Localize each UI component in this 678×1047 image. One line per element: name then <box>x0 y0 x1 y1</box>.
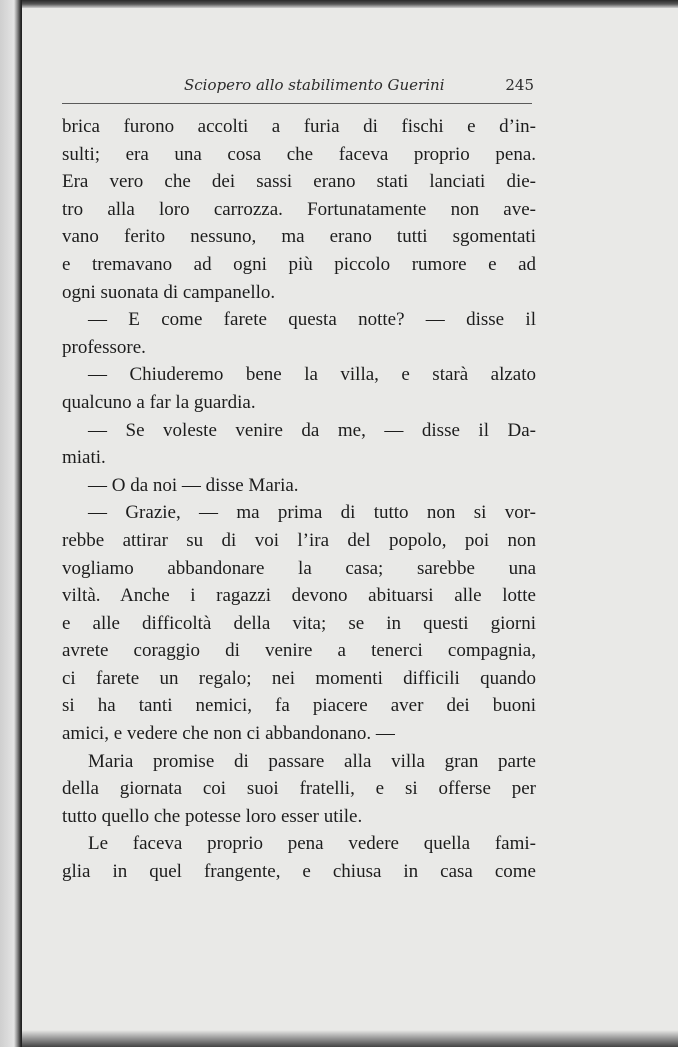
text-line: miati. <box>62 447 106 469</box>
text-line: — O da noi — disse Maria. <box>88 474 299 496</box>
text-line: — Se voleste venire da me, — disse il Da- <box>88 419 536 441</box>
text-line: amici, e vedere che non ci abbandonano. — <box>62 723 395 745</box>
text-line: ogni suonata di campanello. <box>62 281 276 303</box>
text-line: tro alla loro carrozza. Fortunatamente non ave- <box>62 198 536 220</box>
text-line: qualcuno a far la guardia. <box>62 391 256 413</box>
text-line: della giornata coi suoi fratelli, e si offerse per <box>62 778 536 800</box>
text-line: tutto quello che potesse loro esser utile. <box>62 805 363 827</box>
text-line: e alle difficoltà della vita; se in questi giorni <box>62 612 536 634</box>
text-line: brica furono accolti a furia di fischi e d’in- <box>62 116 536 137</box>
page-top-edge <box>22 0 678 8</box>
text-line: glia in quel frangente, e chiusa in casa come <box>62 861 536 883</box>
text-line: vano ferito nessuno, ma erano tutti sgomentati <box>62 226 536 248</box>
text-line: rebbe attirar su di voi l’ira del popolo, poi non <box>62 529 536 551</box>
text-line: avrete coraggio di venire a tenerci compagnia, <box>62 640 536 662</box>
text-line: — Grazie, — ma prima di tutto non si vor- <box>88 502 536 524</box>
body-text <box>62 113 536 886</box>
text-line: sulti; era una cosa che faceva proprio pena. <box>62 143 536 165</box>
page-header <box>150 72 540 102</box>
text-line: professore. <box>62 336 146 358</box>
header-rule <box>62 103 532 104</box>
text-line: viltà. Anche i ragazzi devono abituarsi alle lotte <box>62 585 536 607</box>
page-bottom-edge <box>22 1030 678 1047</box>
book-binding-edge <box>0 0 22 1047</box>
text-line: Era vero che dei sassi erano stati lanciati die- <box>62 171 536 193</box>
text-line: Le faceva proprio pena vedere quella fami- <box>88 833 536 855</box>
text-line: — Chiuderemo bene la villa, e starà alzato <box>88 364 536 386</box>
text-line: Maria promise di passare alla villa gran parte <box>88 750 536 772</box>
running-title: Sciopero allo stabilimento Guerini <box>184 76 445 94</box>
text-line: — E come farete questa notte? — disse il <box>88 309 536 331</box>
text-line: si ha tanti nemici, fa piacere aver dei buoni <box>62 695 536 717</box>
page-number: 245 <box>505 76 534 94</box>
text-line: ci farete un regalo; nei momenti difficili quando <box>62 667 536 689</box>
text-line: vogliamo abbandonare la casa; sarebbe una <box>62 557 536 579</box>
text-line: e tremavano ad ogni più piccolo rumore e ad <box>62 253 536 275</box>
